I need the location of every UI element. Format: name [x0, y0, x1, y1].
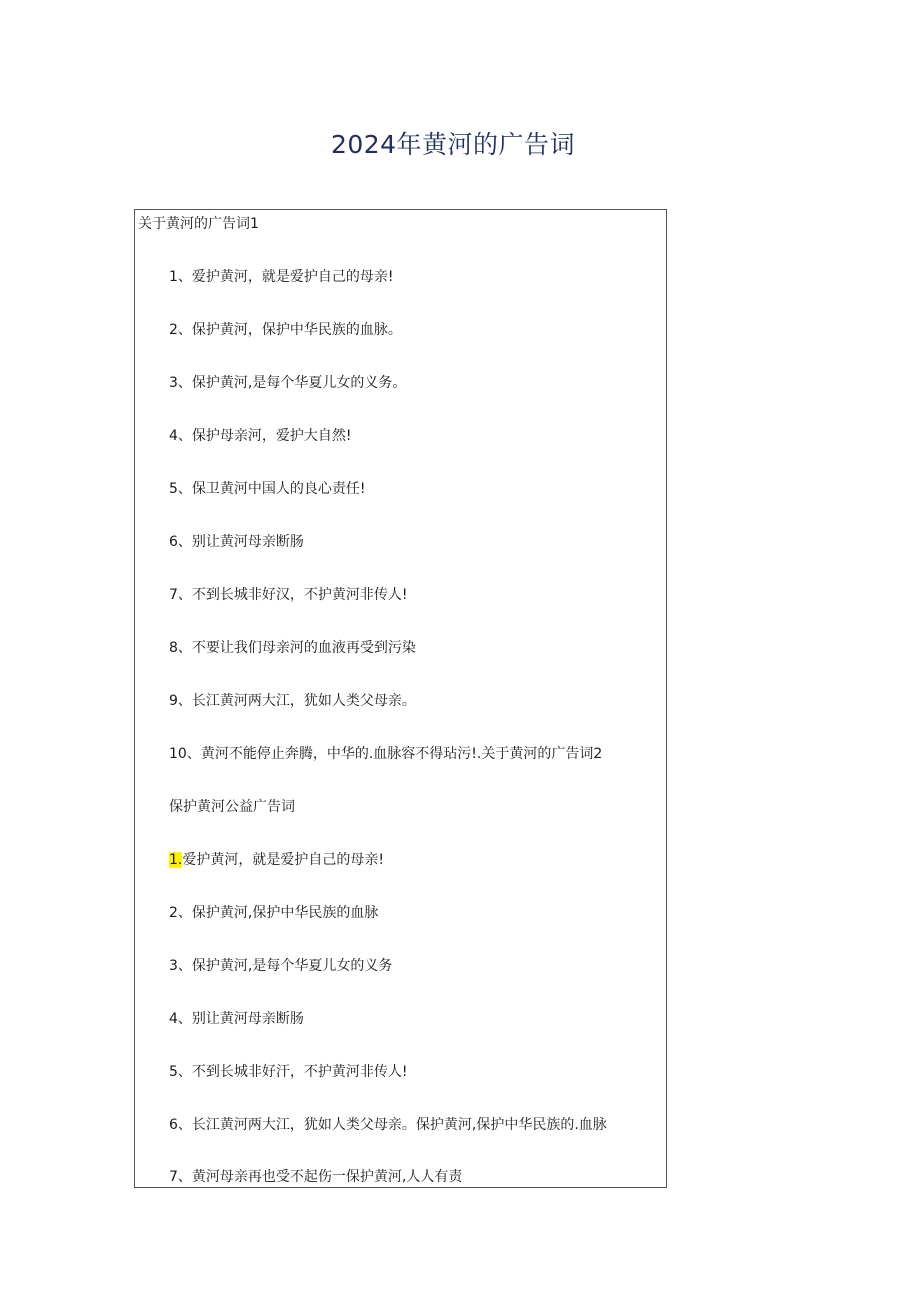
list-item-text: 爱护黄河，就是爱护自己的母亲!	[182, 852, 384, 868]
list-item: 1、爱护黄河，就是爱护自己的母亲!	[169, 269, 394, 285]
list-item: 2、保护黄河，保护中华民族的血脉。	[169, 322, 402, 338]
list-item: 7、黄河母亲再也受不起伤一保护黄河,人人有责	[169, 1169, 463, 1185]
section-heading: 保护黄河公益广告词	[169, 799, 295, 815]
list-item: 2、保护黄河,保护中华民族的血脉	[169, 905, 379, 921]
section-heading: 关于黄河的广告词1	[138, 216, 259, 232]
list-item: 10、黄河不能停止奔腾，中华的.血脉容不得玷污!.关于黄河的广告词2	[169, 746, 603, 762]
list-item: 5、保卫黄河中国人的良心责任!	[169, 481, 366, 497]
list-item: 7、不到长城非好汉，不护黄河非传人!	[169, 587, 408, 603]
list-item: 8、不要让我们母亲河的血液再受到污染	[169, 640, 416, 656]
list-item: 3、保护黄河,是每个华夏儿女的义务。	[169, 375, 407, 391]
list-item: 6、长江黄河两大江，犹如人类父母亲。保护黄河,保护中华民族的.血脉	[169, 1117, 607, 1133]
list-item: 5、不到长城非好汗，不护黄河非传人!	[169, 1064, 408, 1080]
list-item: 9、长江黄河两大江，犹如人类父母亲。	[169, 693, 416, 709]
page-title: 2024年黄河的广告词	[330, 130, 576, 159]
content-box	[134, 209, 667, 1188]
list-item: 3、保护黄河,是每个华夏儿女的义务	[169, 958, 393, 974]
list-item: 4、别让黄河母亲断肠	[169, 1011, 304, 1027]
highlighted-number: 1.	[169, 852, 183, 868]
list-item: 6、别让黄河母亲断肠	[169, 534, 304, 550]
list-item: 4、保护母亲河，爱护大自然!	[169, 428, 352, 444]
list-item	[169, 851, 384, 869]
